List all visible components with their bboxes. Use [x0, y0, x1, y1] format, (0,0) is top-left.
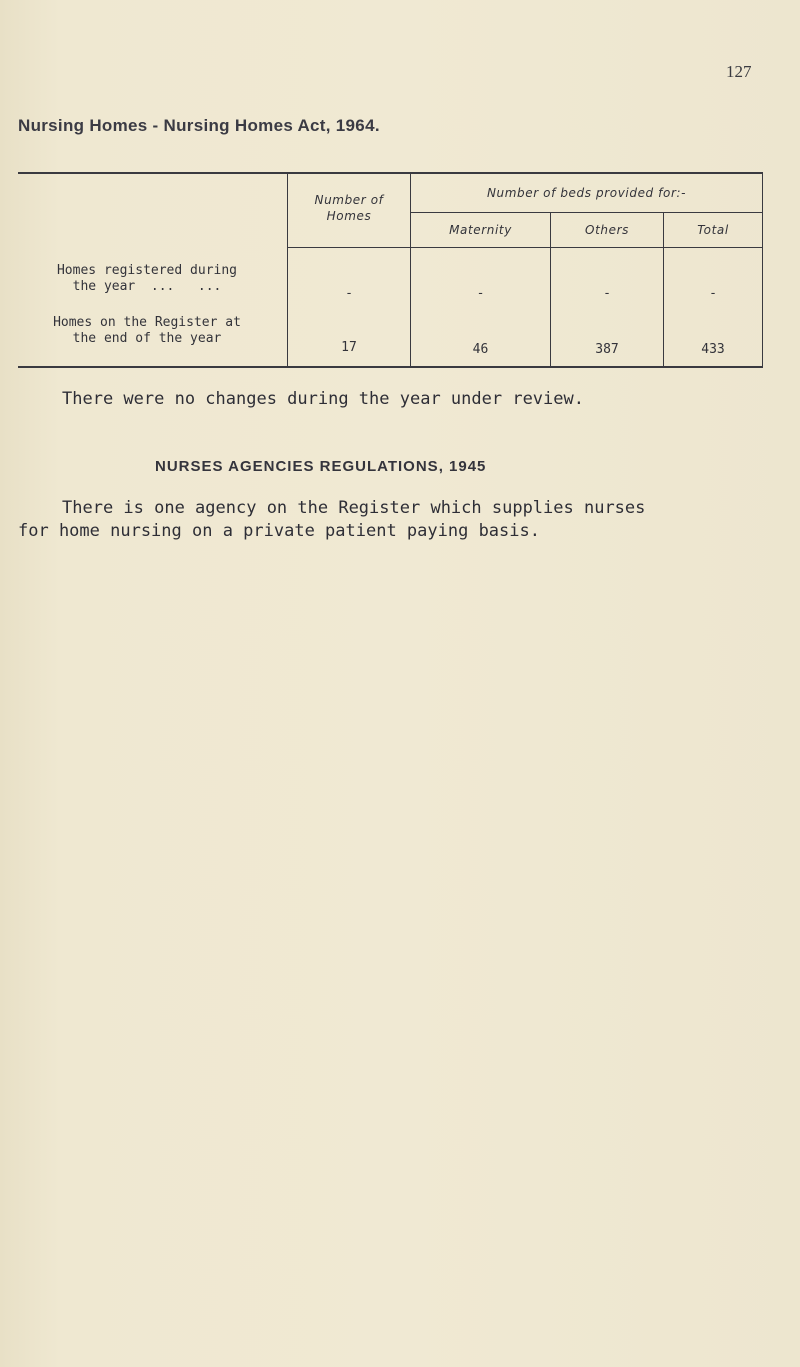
row-label-line1: Homes on the Register at: [53, 315, 241, 330]
header-number-of-homes-line1: Number of: [314, 193, 384, 207]
col-divider-homes-right: [410, 172, 411, 367]
table-right-border: [762, 172, 763, 367]
section-title: NURSES AGENCIES REGULATIONS, 1945: [155, 458, 487, 475]
table-bottom-rule: [18, 366, 763, 368]
header-maternity: Maternity: [449, 223, 512, 237]
beds-subheader-rule: [410, 212, 763, 213]
table-cell-maternity: 46: [472, 342, 489, 357]
page-heading: Nursing Homes - Nursing Homes Act, 1964.: [18, 116, 380, 135]
table-cell-others: 387: [595, 342, 619, 357]
table-top-rule: [18, 172, 763, 174]
header-bottom-rule: [287, 247, 763, 248]
table-cell-homes: 17: [341, 340, 357, 355]
header-beds-provided: Number of beds provided for:-: [486, 186, 687, 200]
table-row-label: [14, 263, 280, 295]
header-number-of-homes: [288, 192, 410, 224]
header-number-of-homes-line2: Homes: [326, 209, 372, 223]
agency-paragraph-line2: for home nursing on a private patient paying basis.: [18, 521, 540, 541]
row-label-line1: Homes registered during: [56, 263, 237, 278]
table-cell-maternity: -: [476, 286, 485, 301]
header-others: Others: [585, 223, 629, 237]
page-number: 127: [726, 62, 752, 81]
table-cell-total: -: [709, 286, 717, 301]
no-changes-statement: There were no changes during the year under review.: [62, 389, 584, 409]
row-label-line2: the end of the year: [72, 331, 222, 346]
table-cell-others: -: [603, 286, 611, 301]
agency-paragraph-line1: There is one agency on the Register which supplies nurses: [62, 498, 646, 518]
table-row-label: [14, 315, 280, 347]
header-total: Total: [697, 223, 729, 237]
row-label-line2: the year ... ...: [72, 279, 222, 294]
table-cell-total: 433: [701, 342, 725, 357]
table-cell-homes: -: [345, 286, 353, 301]
